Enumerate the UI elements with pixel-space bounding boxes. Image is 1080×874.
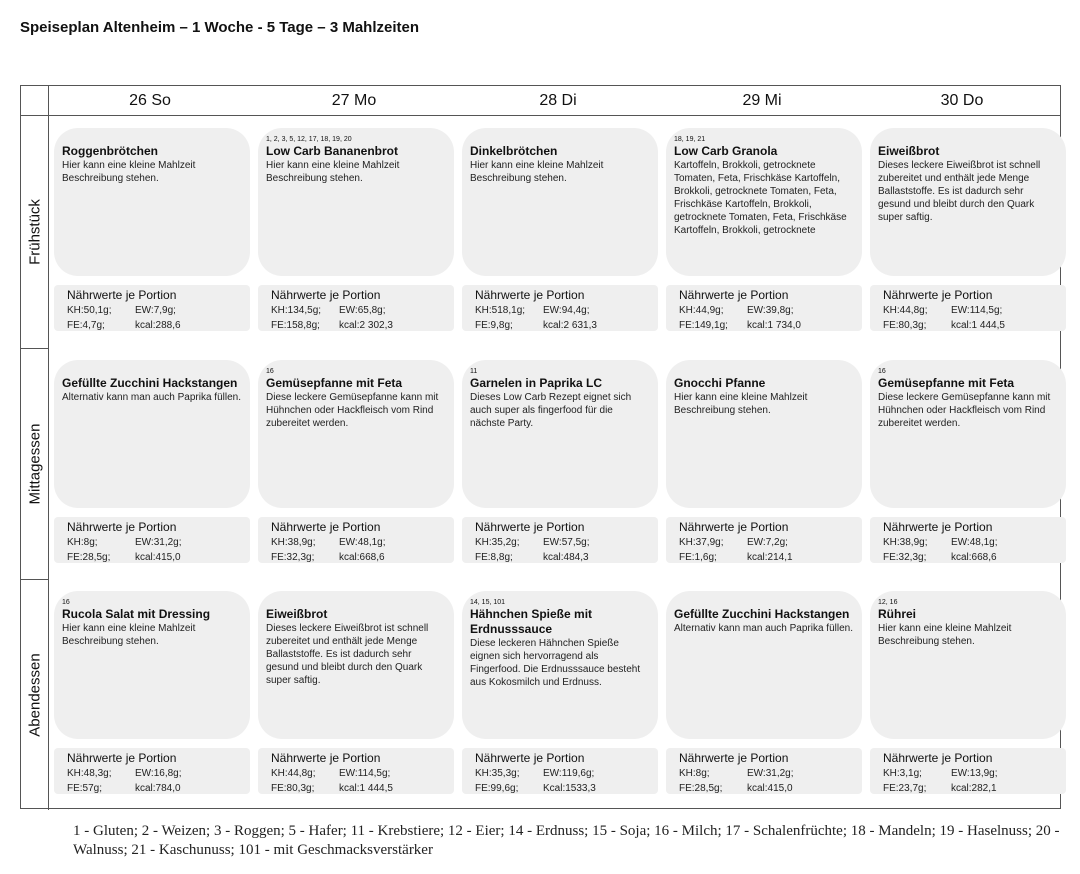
nutrition-line: [475, 303, 658, 318]
carbs-value: KH:518,1g;: [475, 305, 526, 316]
protein-value: EW:119,6g;: [543, 768, 595, 779]
day-header: 26 So: [48, 86, 252, 116]
nutrition-line: [679, 550, 862, 565]
fat-value: FE:80,3g;: [883, 320, 927, 331]
kcal-value: kcal:2 302,3: [339, 320, 393, 331]
nutrition-line: [883, 766, 1066, 781]
allergen-codes: 11: [470, 368, 478, 375]
carbs-value: KH:35,3g;: [475, 768, 520, 779]
carbs-value: KH:35,2g;: [475, 537, 520, 548]
kcal-value: kcal:282,1: [951, 783, 997, 794]
nutrition-box: [462, 517, 658, 563]
fat-value: FE:28,5g;: [67, 552, 111, 563]
kcal-value: kcal:288,6: [135, 320, 181, 331]
carbs-value: KH:38,9g;: [271, 537, 316, 548]
meal-description: Hier kann eine kleine Mahlzeit Beschreibung stehen.: [470, 160, 604, 184]
meal-label-text: Frühstück: [26, 199, 43, 265]
carbs-value: KH:50,1g;: [67, 305, 112, 316]
page-title: Speiseplan Altenheim – 1 Woche - 5 Tage – 3 Mahlzeiten: [20, 19, 420, 36]
meal-card[interactable]: [258, 591, 454, 739]
allergen-codes: 1, 2, 3, 5, 12, 17, 18, 19, 20: [266, 136, 352, 143]
carbs-value: KH:48,3g;: [67, 768, 112, 779]
nutrition-heading: Nährwerte je Portion: [679, 751, 789, 765]
meal-label-text: Abendessen: [26, 653, 43, 737]
nutrition-box: [258, 285, 454, 331]
meal-card[interactable]: [870, 360, 1066, 508]
nutrition-line: [679, 318, 862, 333]
protein-value: EW:16,8g;: [135, 768, 182, 779]
nutrition-line: [679, 535, 862, 550]
meal-name: Low Carb Bananenbrot: [266, 144, 399, 158]
meal-name: Hähnchen Spieße mit Erdnusssauce: [470, 607, 593, 636]
nutrition-box: [54, 517, 250, 563]
meal-description: Hier kann eine kleine Mahlzeit Beschreibung stehen.: [62, 160, 196, 184]
carbs-value: KH:3,1g;: [883, 768, 922, 779]
nutrition-box: [258, 748, 454, 794]
protein-value: EW:7,9g;: [135, 305, 176, 316]
fat-value: FE:80,3g;: [271, 783, 315, 794]
fat-value: FE:8,8g;: [475, 552, 513, 563]
allergen-codes: 16: [62, 599, 70, 606]
fat-value: FE:1,6g;: [679, 552, 717, 563]
protein-value: EW:114,5g;: [339, 768, 391, 779]
allergen-codes: [878, 136, 1058, 144]
meal-description: Hier kann eine kleine Mahlzeit Beschreibung stehen.: [674, 392, 808, 416]
nutrition-box: [666, 517, 862, 563]
meal-card[interactable]: [666, 128, 862, 276]
meal-name: Rucola Salat mit Dressing: [62, 607, 211, 621]
nutrition-line: [475, 318, 658, 333]
kcal-value: kcal:2 631,3: [543, 320, 597, 331]
nutrition-line: [271, 766, 454, 781]
meal-name: Gemüsepfanne mit Feta: [266, 376, 403, 390]
nutrition-heading: Nährwerte je Portion: [883, 751, 993, 765]
meal-name: Low Carb Granola: [674, 144, 778, 158]
meal-plan-table: [20, 85, 1061, 809]
kcal-value: kcal:1 444,5: [951, 320, 1005, 331]
protein-value: EW:94,4g;: [543, 305, 590, 316]
nutrition-box: [54, 285, 250, 331]
fat-value: FE:32,3g;: [883, 552, 927, 563]
kcal-value: Kcal:1533,3: [543, 783, 596, 794]
allergen-codes: [674, 599, 854, 607]
protein-value: EW:13,9g;: [951, 768, 998, 779]
carbs-value: KH:37,9g;: [679, 537, 724, 548]
meal-card[interactable]: [666, 591, 862, 739]
kcal-value: kcal:1 444,5: [339, 783, 393, 794]
meal-card[interactable]: [54, 591, 250, 739]
protein-value: EW:39,8g;: [747, 305, 794, 316]
fat-value: FE:28,5g;: [679, 783, 723, 794]
nutrition-line: [475, 550, 658, 565]
protein-value: EW:65,8g;: [339, 305, 386, 316]
nutrition-box: [54, 748, 250, 794]
kcal-value: kcal:415,0: [747, 783, 793, 794]
kcal-value: kcal:784,0: [135, 783, 181, 794]
nutrition-box: [666, 285, 862, 331]
meal-description: Dieses Low Carb Rezept eignet sich auch super als fingerfood für die nächste Party.: [470, 392, 632, 429]
allergen-codes: 16: [878, 368, 886, 375]
allergen-codes: [674, 368, 854, 376]
meal-card[interactable]: [870, 128, 1066, 276]
nutrition-box: [870, 517, 1066, 563]
kcal-value: kcal:668,6: [951, 552, 997, 563]
nutrition-line: [67, 318, 250, 333]
meal-description: Diese leckeren Hähnchen Spieße eignen sich hervorragend als Fingerfood. Die Erdnusssauce besteht aus Kokosmilch und Erdnuss.: [470, 638, 641, 688]
kcal-value: kcal:668,6: [339, 552, 385, 563]
meal-name: Eiweißbrot: [266, 607, 328, 621]
fat-value: FE:32,3g;: [271, 552, 315, 563]
nutrition-line: [883, 781, 1066, 796]
nutrition-heading: Nährwerte je Portion: [271, 751, 381, 765]
fat-value: FE:149,1g;: [679, 320, 728, 331]
meal-name: Gnocchi Pfanne: [674, 376, 766, 390]
meal-card[interactable]: [54, 360, 250, 508]
nutrition-line: [271, 781, 454, 796]
nutrition-heading: Nährwerte je Portion: [475, 520, 585, 534]
nutrition-line: [679, 303, 862, 318]
nutrition-line: [883, 535, 1066, 550]
nutrition-line: [475, 781, 658, 796]
nutrition-line: [67, 766, 250, 781]
nutrition-line: [679, 781, 862, 796]
meal-description: Hier kann eine kleine Mahlzeit Beschreibung stehen.: [62, 623, 196, 647]
allergen-codes: 18, 19, 21: [674, 136, 706, 143]
nutrition-line: [67, 781, 250, 796]
nutrition-heading: Nährwerte je Portion: [475, 288, 585, 302]
meal-description: Hier kann eine kleine Mahlzeit Beschreibung stehen.: [878, 623, 1012, 647]
allergen-legend: 1 - Gluten; 2 - Weizen; 3 - Roggen; 5 - Hafer; 11 - Krebstiere; 12 - Eier; 14 - Erdnuss; 15 - Soja; 16 - Milch; 17 - Schalenfrüchte; 18 - Mandeln; 19 - Haselnuss; 20 - Walnuss; 21 - Kaschunuss; 101 - mit Geschmacksverstärker: [73, 823, 1060, 858]
day-header: 29 Mi: [660, 86, 864, 116]
meal-description: Alternativ kann man auch Paprika füllen.: [62, 392, 241, 403]
meal-description: Hier kann eine kleine Mahlzeit Beschreibung stehen.: [266, 160, 400, 184]
carbs-value: KH:8g;: [679, 768, 710, 779]
nutrition-heading: Nährwerte je Portion: [67, 288, 177, 302]
nutrition-box: [462, 285, 658, 331]
meal-name: Dinkelbrötchen: [470, 144, 558, 158]
meal-label-text: Mittagessen: [26, 423, 43, 505]
allergen-codes: [266, 599, 446, 607]
meal-description: Dieses leckere Eiweißbrot ist schnell zubereitet und enthält jede Menge Ballaststoffe. Es ist dadurch sehr gesund und bleibt durch den Quark super saftig.: [878, 160, 1041, 223]
nutrition-line: [883, 318, 1066, 333]
kcal-value: kcal:214,1: [747, 552, 793, 563]
meal-name: Gemüsepfanne mit Feta: [878, 376, 1015, 390]
protein-value: EW:57,5g;: [543, 537, 590, 548]
protein-value: EW:31,2g;: [135, 537, 182, 548]
protein-value: EW:7,2g;: [747, 537, 788, 548]
meal-label: [21, 116, 49, 348]
protein-value: EW:31,2g;: [747, 768, 794, 779]
meal-card[interactable]: [54, 128, 250, 276]
meal-name: Gefüllte Zucchini Hackstangen: [674, 607, 850, 621]
protein-value: EW:48,1g;: [339, 537, 386, 548]
nutrition-heading: Nährwerte je Portion: [271, 288, 381, 302]
meal-card[interactable]: [462, 591, 658, 739]
nutrition-line: [271, 535, 454, 550]
carbs-value: KH:38,9g;: [883, 537, 928, 548]
nutrition-box: [870, 285, 1066, 331]
kcal-value: kcal:484,3: [543, 552, 589, 563]
meal-description: Diese leckere Gemüsepfanne kann mit Hühnchen oder Hackfleisch vom Rind zubereitet werden.: [878, 392, 1051, 429]
nutrition-heading: Nährwerte je Portion: [679, 520, 789, 534]
meal-label: [21, 579, 49, 810]
nutrition-box: [258, 517, 454, 563]
nutrition-box: [870, 748, 1066, 794]
nutrition-line: [67, 303, 250, 318]
carbs-value: KH:134,5g;: [271, 305, 322, 316]
meal-card[interactable]: [666, 360, 862, 508]
meal-card[interactable]: [258, 128, 454, 276]
allergen-codes: 16: [266, 368, 274, 375]
allergen-codes: 12, 16: [878, 599, 898, 606]
meal-name: Garnelen in Paprika LC: [470, 376, 603, 390]
meal-label: [21, 348, 49, 579]
meal-card[interactable]: [870, 591, 1066, 739]
allergen-codes: [62, 368, 242, 376]
nutrition-line: [679, 766, 862, 781]
nutrition-heading: Nährwerte je Portion: [679, 288, 789, 302]
day-header: 30 Do: [864, 86, 1060, 116]
meal-name: Rührei: [878, 607, 917, 621]
fat-value: FE:99,6g;: [475, 783, 519, 794]
fat-value: FE:23,7g;: [883, 783, 927, 794]
nutrition-line: [475, 535, 658, 550]
nutrition-heading: Nährwerte je Portion: [883, 520, 993, 534]
protein-value: EW:48,1g;: [951, 537, 998, 548]
meal-name: Gefüllte Zucchini Hackstangen: [62, 376, 238, 390]
nutrition-line: [271, 303, 454, 318]
nutrition-box: [462, 748, 658, 794]
meal-description: Dieses leckere Eiweißbrot ist schnell zubereitet und enthält jede Menge Ballaststoffe. Es ist dadurch sehr gesund und bleibt durch den Quark super saftig.: [266, 623, 429, 686]
fat-value: FE:9,8g;: [475, 320, 513, 331]
nutrition-line: [475, 766, 658, 781]
nutrition-heading: Nährwerte je Portion: [67, 751, 177, 765]
allergen-codes: [470, 136, 650, 144]
nutrition-box: [666, 748, 862, 794]
day-header: 28 Di: [456, 86, 660, 116]
nutrition-heading: Nährwerte je Portion: [67, 520, 177, 534]
day-header: 27 Mo: [252, 86, 456, 116]
nutrition-heading: Nährwerte je Portion: [271, 520, 381, 534]
nutrition-line: [271, 550, 454, 565]
meal-description: Alternativ kann man auch Paprika füllen.: [674, 623, 853, 634]
meal-card[interactable]: [462, 360, 658, 508]
protein-value: EW:114,5g;: [951, 305, 1003, 316]
fat-value: FE:158,8g;: [271, 320, 320, 331]
kcal-value: kcal:415,0: [135, 552, 181, 563]
carbs-value: KH:8g;: [67, 537, 98, 548]
nutrition-line: [67, 550, 250, 565]
carbs-value: KH:44,8g;: [883, 305, 928, 316]
allergen-codes: 14, 15, 101: [470, 599, 506, 606]
allergen-codes: [62, 136, 242, 144]
nutrition-heading: Nährwerte je Portion: [883, 288, 993, 302]
fat-value: FE:57g;: [67, 783, 103, 794]
nutrition-line: [271, 318, 454, 333]
meal-description: Kartoffeln, Brokkoli, getrocknete Tomaten, Feta, Frischkäse Kartoffeln, Brokkoli, getrocknete Tomaten, Feta, Frischkäse Kartoffeln, Brokkoli, getrocknete Tomaten, Feta, Frischkäse Kartoffeln, Brokkoli, getrocknete: [674, 160, 847, 236]
nutrition-line: [67, 535, 250, 550]
meal-card[interactable]: [258, 360, 454, 508]
fat-value: FE:4,7g;: [67, 320, 105, 331]
carbs-value: KH:44,9g;: [679, 305, 724, 316]
meal-name: Roggenbrötchen: [62, 144, 158, 158]
table-corner: [21, 86, 49, 116]
nutrition-line: [883, 550, 1066, 565]
meal-name: Eiweißbrot: [878, 144, 940, 158]
carbs-value: KH:44,8g;: [271, 768, 316, 779]
nutrition-line: [883, 303, 1066, 318]
meal-description: Diese leckere Gemüsepfanne kann mit Hühnchen oder Hackfleisch vom Rind zubereitet werden.: [266, 392, 439, 429]
meal-card[interactable]: [462, 128, 658, 276]
nutrition-heading: Nährwerte je Portion: [475, 751, 585, 765]
kcal-value: kcal:1 734,0: [747, 320, 801, 331]
